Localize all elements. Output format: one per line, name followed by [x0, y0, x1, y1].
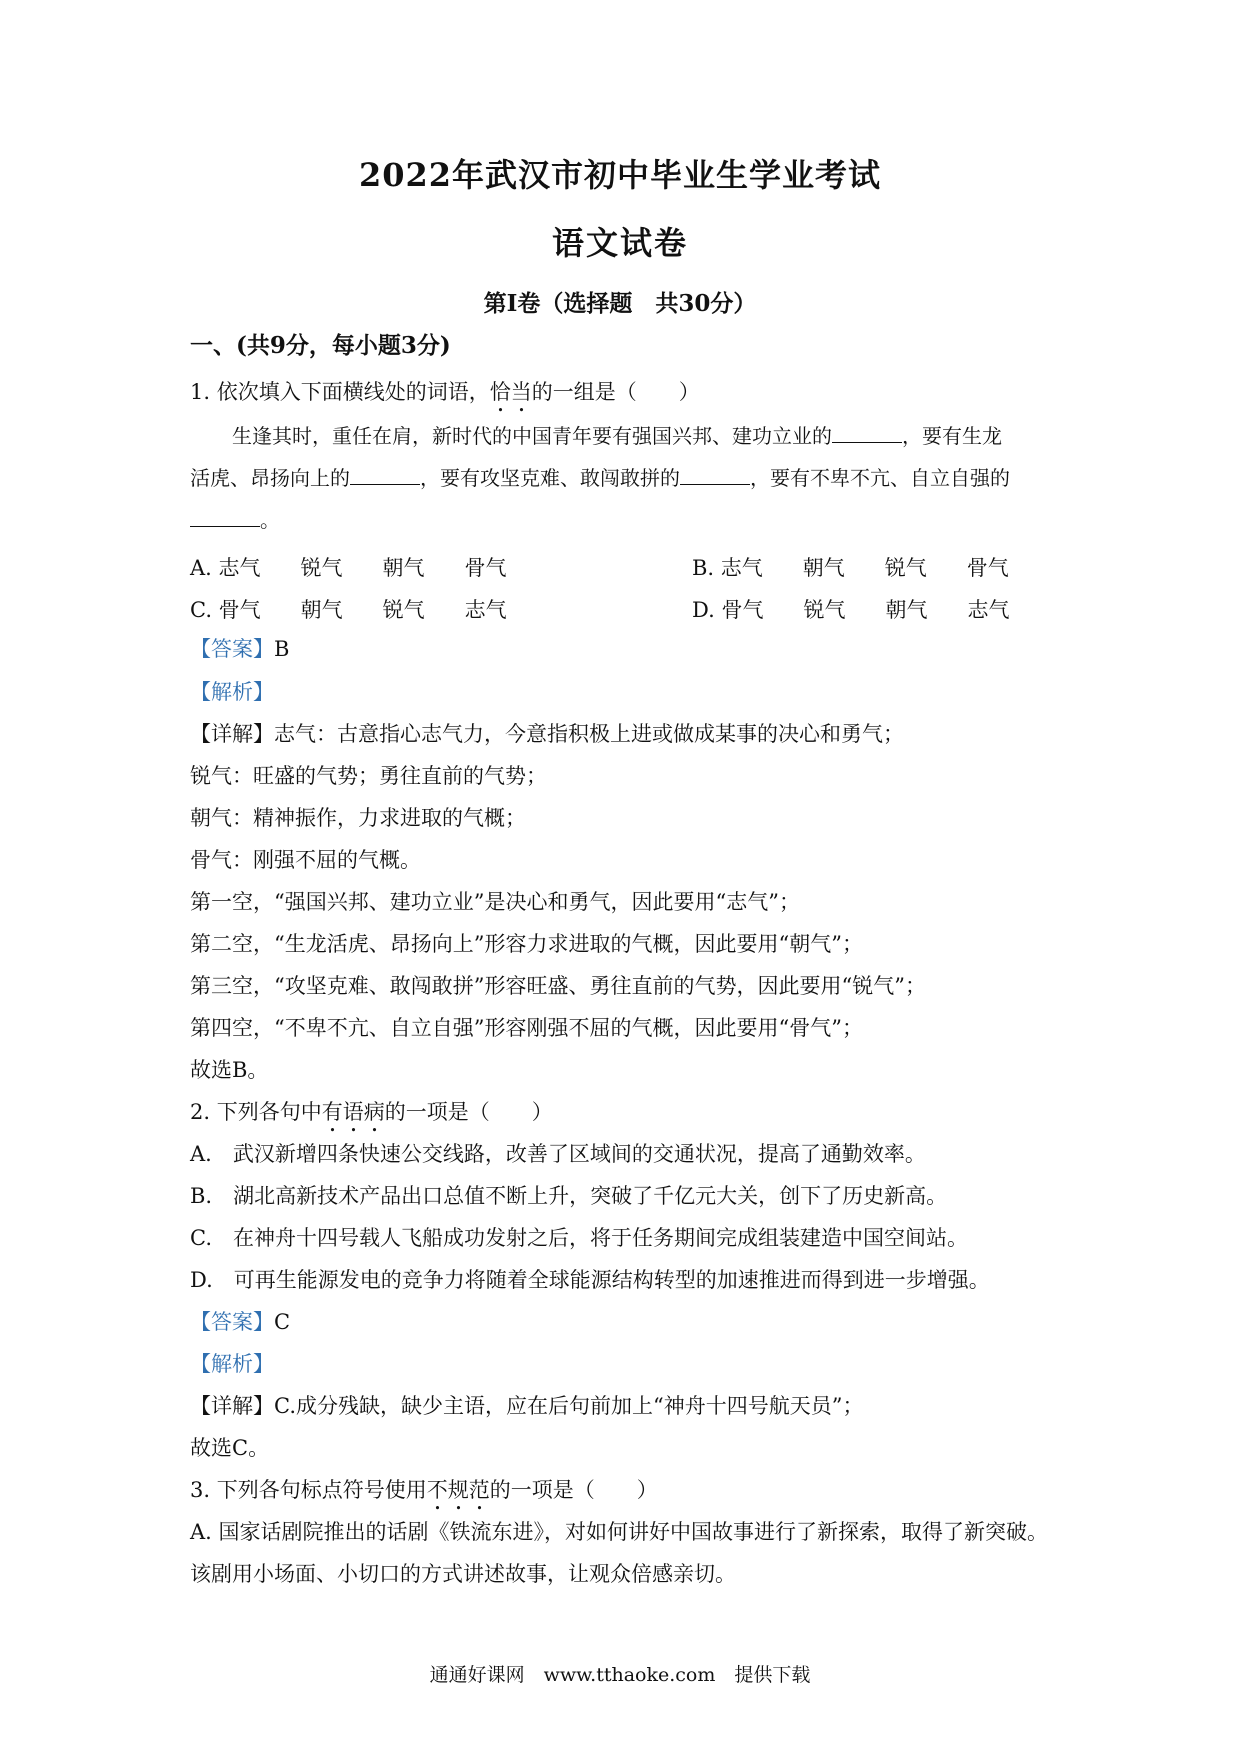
fill-blank — [680, 468, 750, 485]
detail-tag: 【详解】 — [190, 1394, 274, 1418]
option-label: C. 骨气 — [190, 598, 261, 622]
stem-text: 1. 依次填入下面横线处的词语， — [190, 380, 490, 404]
detail-line: 第四空，“不卑不亢、自立自强”形容刚强不屈的气概，因此要用“骨气”； — [190, 1016, 863, 1040]
option-word: 锐气 — [803, 598, 846, 622]
stem-text: 2. 下列各句中 — [190, 1100, 322, 1124]
passage-line — [190, 508, 280, 532]
fill-blank — [350, 468, 420, 485]
q3-option-a: A. 国家话剧院推出的话剧《铁流东进》，对如何讲好中国故事进行了新探索，取得了新突破。 — [190, 1520, 1049, 1544]
stem-emphasis: 恰当 — [489, 380, 532, 404]
detail-text: 志气：古意指心志气力，今意指积极上进或做成某事的决心和勇气； — [274, 722, 904, 746]
passage-text: 生逢其时，重任在肩，新时代的中国青年要有强国兴邦、建功立业的 — [232, 424, 832, 448]
option-label: B. 志气 — [692, 556, 763, 580]
question-2-stem — [190, 1100, 553, 1137]
answer-value: C — [274, 1310, 291, 1334]
stem-emphasis: 有语病 — [321, 1100, 385, 1124]
answer-tag: 【答案】 — [190, 1310, 274, 1334]
option-word: 志气 — [967, 598, 1010, 622]
exam-title: 2022年武汉市初中毕业生学业考试 — [358, 156, 882, 194]
option-word: 朝气 — [885, 598, 928, 622]
answer-tag: 【答案】 — [190, 637, 274, 661]
option-word: 锐气 — [382, 598, 425, 622]
passage-text: 。 — [260, 508, 280, 532]
detail-line: 第二空，“生龙活虎、昂扬向上”形容力求进取的气概，因此要用“朝气”； — [190, 932, 863, 956]
option-d — [692, 594, 1009, 624]
analysis-tag: 【解析】 — [190, 1352, 274, 1376]
option-word: 朝气 — [382, 556, 425, 580]
detail-line: 故选B。 — [190, 1058, 269, 1082]
detail-text: C.成分残缺，缺少主语，应在后句前加上“神舟十四号航天员”； — [274, 1394, 864, 1418]
option-word: 骨气 — [966, 556, 1009, 580]
stem-text: 的一项是（ ） — [489, 1478, 658, 1502]
option-b — [692, 552, 1009, 582]
stem-text: 的一项是（ ） — [384, 1100, 553, 1124]
question-3-stem — [190, 1478, 658, 1515]
q2-option-a: A. 武汉新增四条快速公交线路，改善了区域间的交通状况，提高了通勤效率。 — [190, 1142, 926, 1166]
option-word: 锐气 — [884, 556, 927, 580]
q2-option-d: D. 可再生能源发电的竞争力将随着全球能源结构转型的加速推进而得到进一步增强。 — [190, 1268, 990, 1292]
footer-source: 通通好课网 www.tthaoke.com 提供下载 — [429, 1664, 811, 1686]
stem-text: 的一组是（ ） — [531, 380, 700, 404]
detail-line: 故选C。 — [190, 1436, 270, 1460]
detail-line — [190, 1394, 863, 1419]
detail-line: 第一空，“强国兴邦、建功立业”是决心和勇气，因此要用“志气”； — [190, 890, 800, 914]
option-word: 朝气 — [802, 556, 845, 580]
q2-option-b: B. 湖北高新技术产品出口总值不断上升，突破了千亿元大关，创下了历史新高。 — [190, 1184, 948, 1208]
exam-subtitle: 语文试卷 — [551, 224, 688, 262]
stem-emphasis: 不规范 — [426, 1478, 490, 1502]
question-1-stem — [190, 380, 700, 417]
answer-line — [190, 1310, 290, 1335]
q2-option-c: C. 在神舟十四号载人飞船成功发射之后，将于任务期间完成组装建造中国空间站。 — [190, 1226, 968, 1250]
answer-line — [190, 637, 289, 662]
section-heading: 一、(共9分，每小题3分) — [190, 332, 451, 359]
analysis-tag: 【解析】 — [190, 680, 274, 704]
q3-option-a-cont: 该剧用小场面、小切口的方式讲述故事，让观众倍感亲切。 — [190, 1562, 736, 1586]
detail-line: 锐气：旺盛的气势；勇往直前的气势； — [190, 764, 547, 788]
passage-line — [232, 424, 1002, 448]
passage-text: 活虎、昂扬向上的 — [190, 466, 350, 490]
option-word: 志气 — [464, 598, 507, 622]
passage-line — [190, 466, 1010, 490]
passage-text: ，要有不卑不亢、自立自强的 — [750, 466, 1010, 490]
option-word: 朝气 — [300, 598, 343, 622]
detail-tag: 【详解】 — [190, 722, 274, 746]
detail-line: 第三空，“攻坚克难、敢闯敢拼”形容旺盛、勇往直前的气势，因此要用“锐气”； — [190, 974, 926, 998]
detail-line: 朝气：精神振作，力求进取的气概； — [190, 806, 526, 830]
option-label: D. 骨气 — [692, 598, 764, 622]
passage-text: ，要有生龙 — [902, 424, 1002, 448]
option-label: A. 志气 — [190, 556, 261, 580]
fill-blank — [190, 510, 260, 527]
option-a — [190, 552, 507, 582]
answer-value: B — [274, 637, 290, 661]
option-word: 骨气 — [464, 556, 507, 580]
option-word: 锐气 — [300, 556, 343, 580]
passage-text: ，要有攻坚克难、敢闯敢拼的 — [420, 466, 680, 490]
volume-heading: 第Ⅰ卷（选择题 共30分） — [483, 290, 757, 317]
fill-blank — [832, 426, 902, 443]
stem-text: 3. 下列各句标点符号使用 — [190, 1478, 427, 1502]
detail-line: 骨气：刚强不屈的气概。 — [190, 848, 421, 872]
detail-line — [190, 722, 904, 747]
option-c — [190, 594, 507, 624]
